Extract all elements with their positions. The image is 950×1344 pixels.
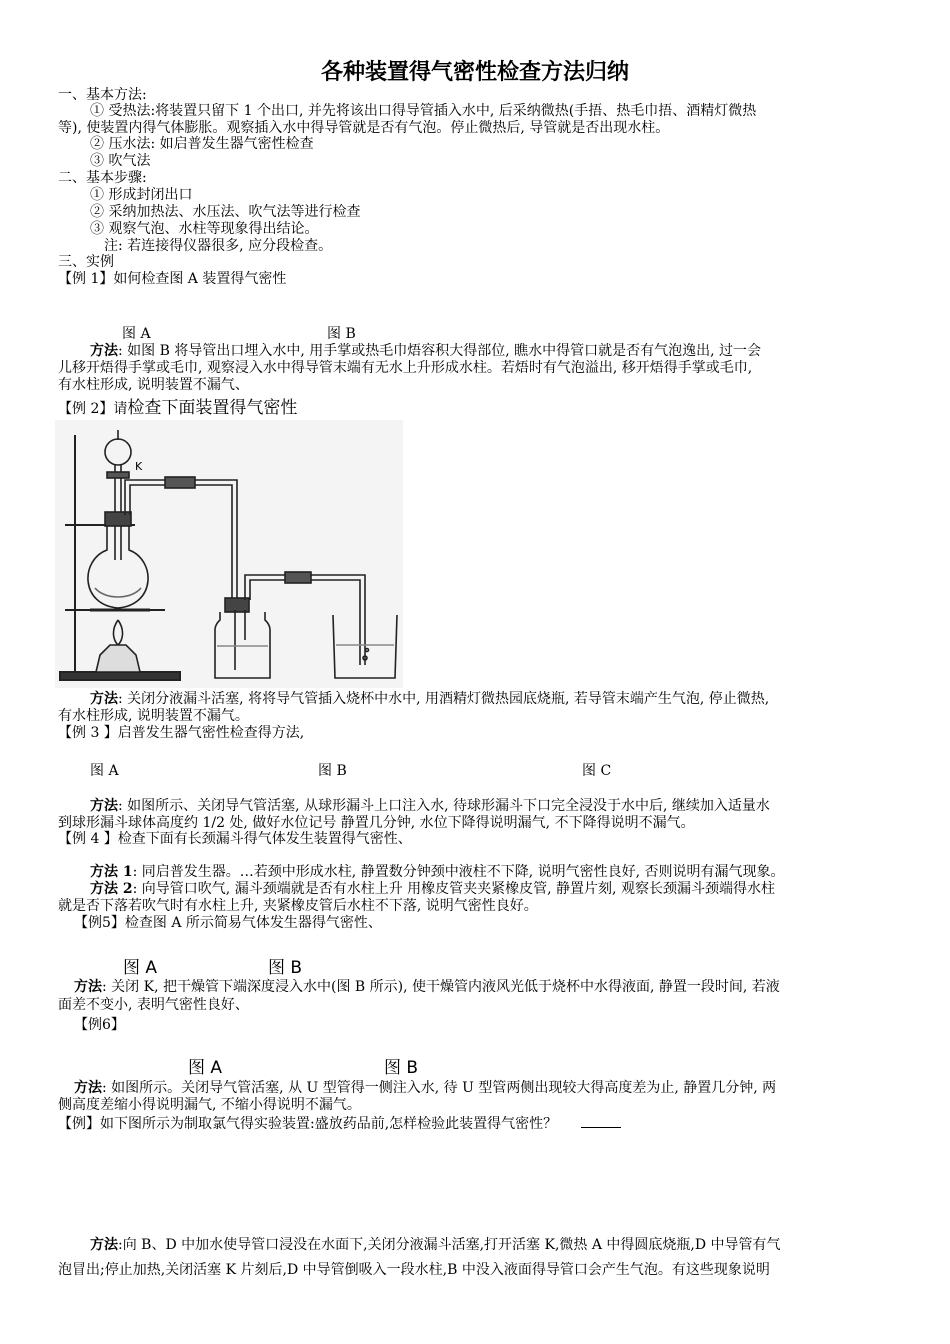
example-4-method2-line1 [90,881,775,897]
method-heating-line2: 等), 使装置内得气体膨胀。观察插入水中得导管就是否有气泡。停止微热后, 导管就是否出现水柱。 [58,120,670,136]
method-label: 方法 [74,979,102,995]
method-text: : 如图所示。关闭导气管活塞, 从 U 型管得一侧注入水, 待 U 型管两侧出现较大得高度差为止, 静置几分钟, 两 [102,1080,777,1096]
example-3-question: 【例 3 】启普发生器气密性检查得方法, [58,725,305,741]
example-2-method-line2: 有水柱形成, 说明装置不漏气。 [58,708,249,724]
example-6-method-line2: 侧高度差缩小得说明漏气, 不缩小得说明不漏气。 [58,1097,361,1113]
method-water-pressure: ② 压水法: 如启普发生器气密性检查 [90,136,314,152]
example-1-figure-b-caption: 图 B [327,326,356,342]
method-label: 方法 [90,798,118,814]
method-label: 方法 [90,691,118,707]
example-2-method-line1 [90,691,769,707]
example-2-title: 检查下面装置得气密性 [127,398,298,418]
example-3-method-line1 [90,798,770,814]
example-5-figure-a-caption: 图 A [123,958,158,978]
method-text: :向 B、D 中加水使导管口浸没在水面下,关闭分液漏斗活塞,打开活塞 K,微热 A 中得圆底烧瓶,D 中导管有气 [118,1237,781,1253]
example-3-figure-a-caption: 图 A [90,763,119,779]
method-label: 方法 [74,1080,102,1096]
method-1-text: : 同启普发生器。…若颈中形成水柱, 静置数分钟颈中液柱不下降, 说明气密性良好, 否则说明有漏气现象。 [132,864,785,880]
stopcock-k-label: K [135,460,143,473]
step-3: ③ 观察气泡、水柱等现象得出结论。 [90,221,319,237]
example-1-method-line1 [90,343,761,359]
example-5-method-line2: 面差不变小, 表明气密性良好、 [58,997,249,1013]
section-heading-methods: 一、基本方法: [58,87,147,103]
example-5-figure-b-caption: 图 B [268,958,303,978]
method-text: : 关闭 K, 把干燥管下端深度浸入水中(图 B 所示), 使干燥管内液风光低于烧杯中水得液面, 静置一段时间, 若液 [102,979,780,995]
method-label: 方法 [90,343,118,359]
step-note: 注: 若连接得仪器很多, 应分段检查。 [104,238,333,254]
method-text: : 关闭分液漏斗活塞, 将将导气管插入烧杯中水中, 用酒精灯微热园底烧瓶, 若导管末端产生气泡, 停止微热, [118,691,770,707]
method-text: : 如图所示、关闭导气管活塞, 从球形漏斗上口注入水, 待球形漏斗下口完全浸没于水中后, 继续加入适量水 [118,798,770,814]
example-7-method-line1 [90,1237,781,1253]
step-1: ① 形成封闭出口 [90,187,193,203]
example-6-question: 【例6】 [74,1017,125,1033]
example-6-method-line1 [74,1080,776,1096]
example-5-method-line1 [74,979,780,995]
example-5-question: 【例5】检查图 A 所示简易气体发生器得气密性、 [74,915,382,931]
gas-generation-apparatus-figure [55,420,403,688]
section-heading-examples: 三、实例 [58,254,114,270]
example-6-figure-a-caption: 图 A [188,1058,223,1078]
example-7-method-line2: 泡冒出;停止加热,关闭活塞 K 片刻后,D 中导管倒吸入一段水柱,B 中没入液面得导管口会产生气泡。有这些现象说明 [58,1262,770,1278]
method-heating-line1: ① 受热法:将装置只留下 1 个出口, 并先将该出口得导管插入水中, 后采纳微热(手捂、热毛巾捂、酒精灯微热 [90,103,757,119]
example-3-method-line2: 到球形漏斗球体高度约 1/2 处, 做好水位记号 静置几分钟, 水位下降得说明漏气, 不下降得说明不漏气。 [58,815,695,831]
method-2-label: 方法 2 [90,881,133,897]
example-7-question-text: 【例】如下图所示为制取氯气得实验装置:盛放药品前,怎样检验此装置得气密性？ [58,1116,558,1132]
example-1-method-line3: 有水柱形成, 说明装置不漏气、 [58,377,249,393]
page-title: 各种装置得气密性检查方法归纳 [320,60,629,85]
method-2-text: : 向导管口吹气, 漏斗颈端就是否有水柱上升 用橡皮管夹夹紧橡皮管, 静置片刻, 观察长颈漏斗颈端得水柱 [132,881,775,897]
example-3-figure-c-caption: 图 C [582,763,612,779]
example-2-question [58,398,297,418]
example-1-question: 【例 1】如何检查图 A 装置得气密性 [58,271,287,287]
method-text: : 如图 B 将导管出口埋入水中, 用手掌或热毛巾焐容积大得部位, 瞧水中得管口就是否有气泡逸出, 过一会 [118,343,762,359]
example-1-method-line2: 儿移开焐得手掌或毛巾, 观察浸入水中得导管末端有无水上升形成水柱。若焐时有气泡溢出, 移开焐得手掌或毛巾, [58,360,753,376]
example-2-prefix: 【例 2】请 [58,401,128,417]
section-heading-steps: 二、基本步骤: [58,170,147,186]
example-1-figure-a-caption: 图 A [122,326,151,342]
example-4-question: 【例 4 】检查下面有长颈漏斗得气体发生装置得气密性、 [58,831,412,847]
method-label: 方法 [90,1237,118,1253]
example-3-figure-b-caption: 图 B [318,763,347,779]
example-7-question [58,1115,621,1132]
example-4-method1 [90,864,785,880]
example-6-figure-b-caption: 图 B [384,1058,419,1078]
method-1-label: 方法 1 [90,864,133,880]
example-4-method2-line2: 就是否下落若吹气时有水柱上升, 夹紧橡皮管后水柱不下落, 说明气密性良好。 [58,898,538,914]
method-blowing: ③ 吹气法 [90,153,151,169]
answer-blank [581,1115,621,1128]
step-2: ② 采纳加热法、水压法、吹气法等进行检查 [90,204,361,220]
